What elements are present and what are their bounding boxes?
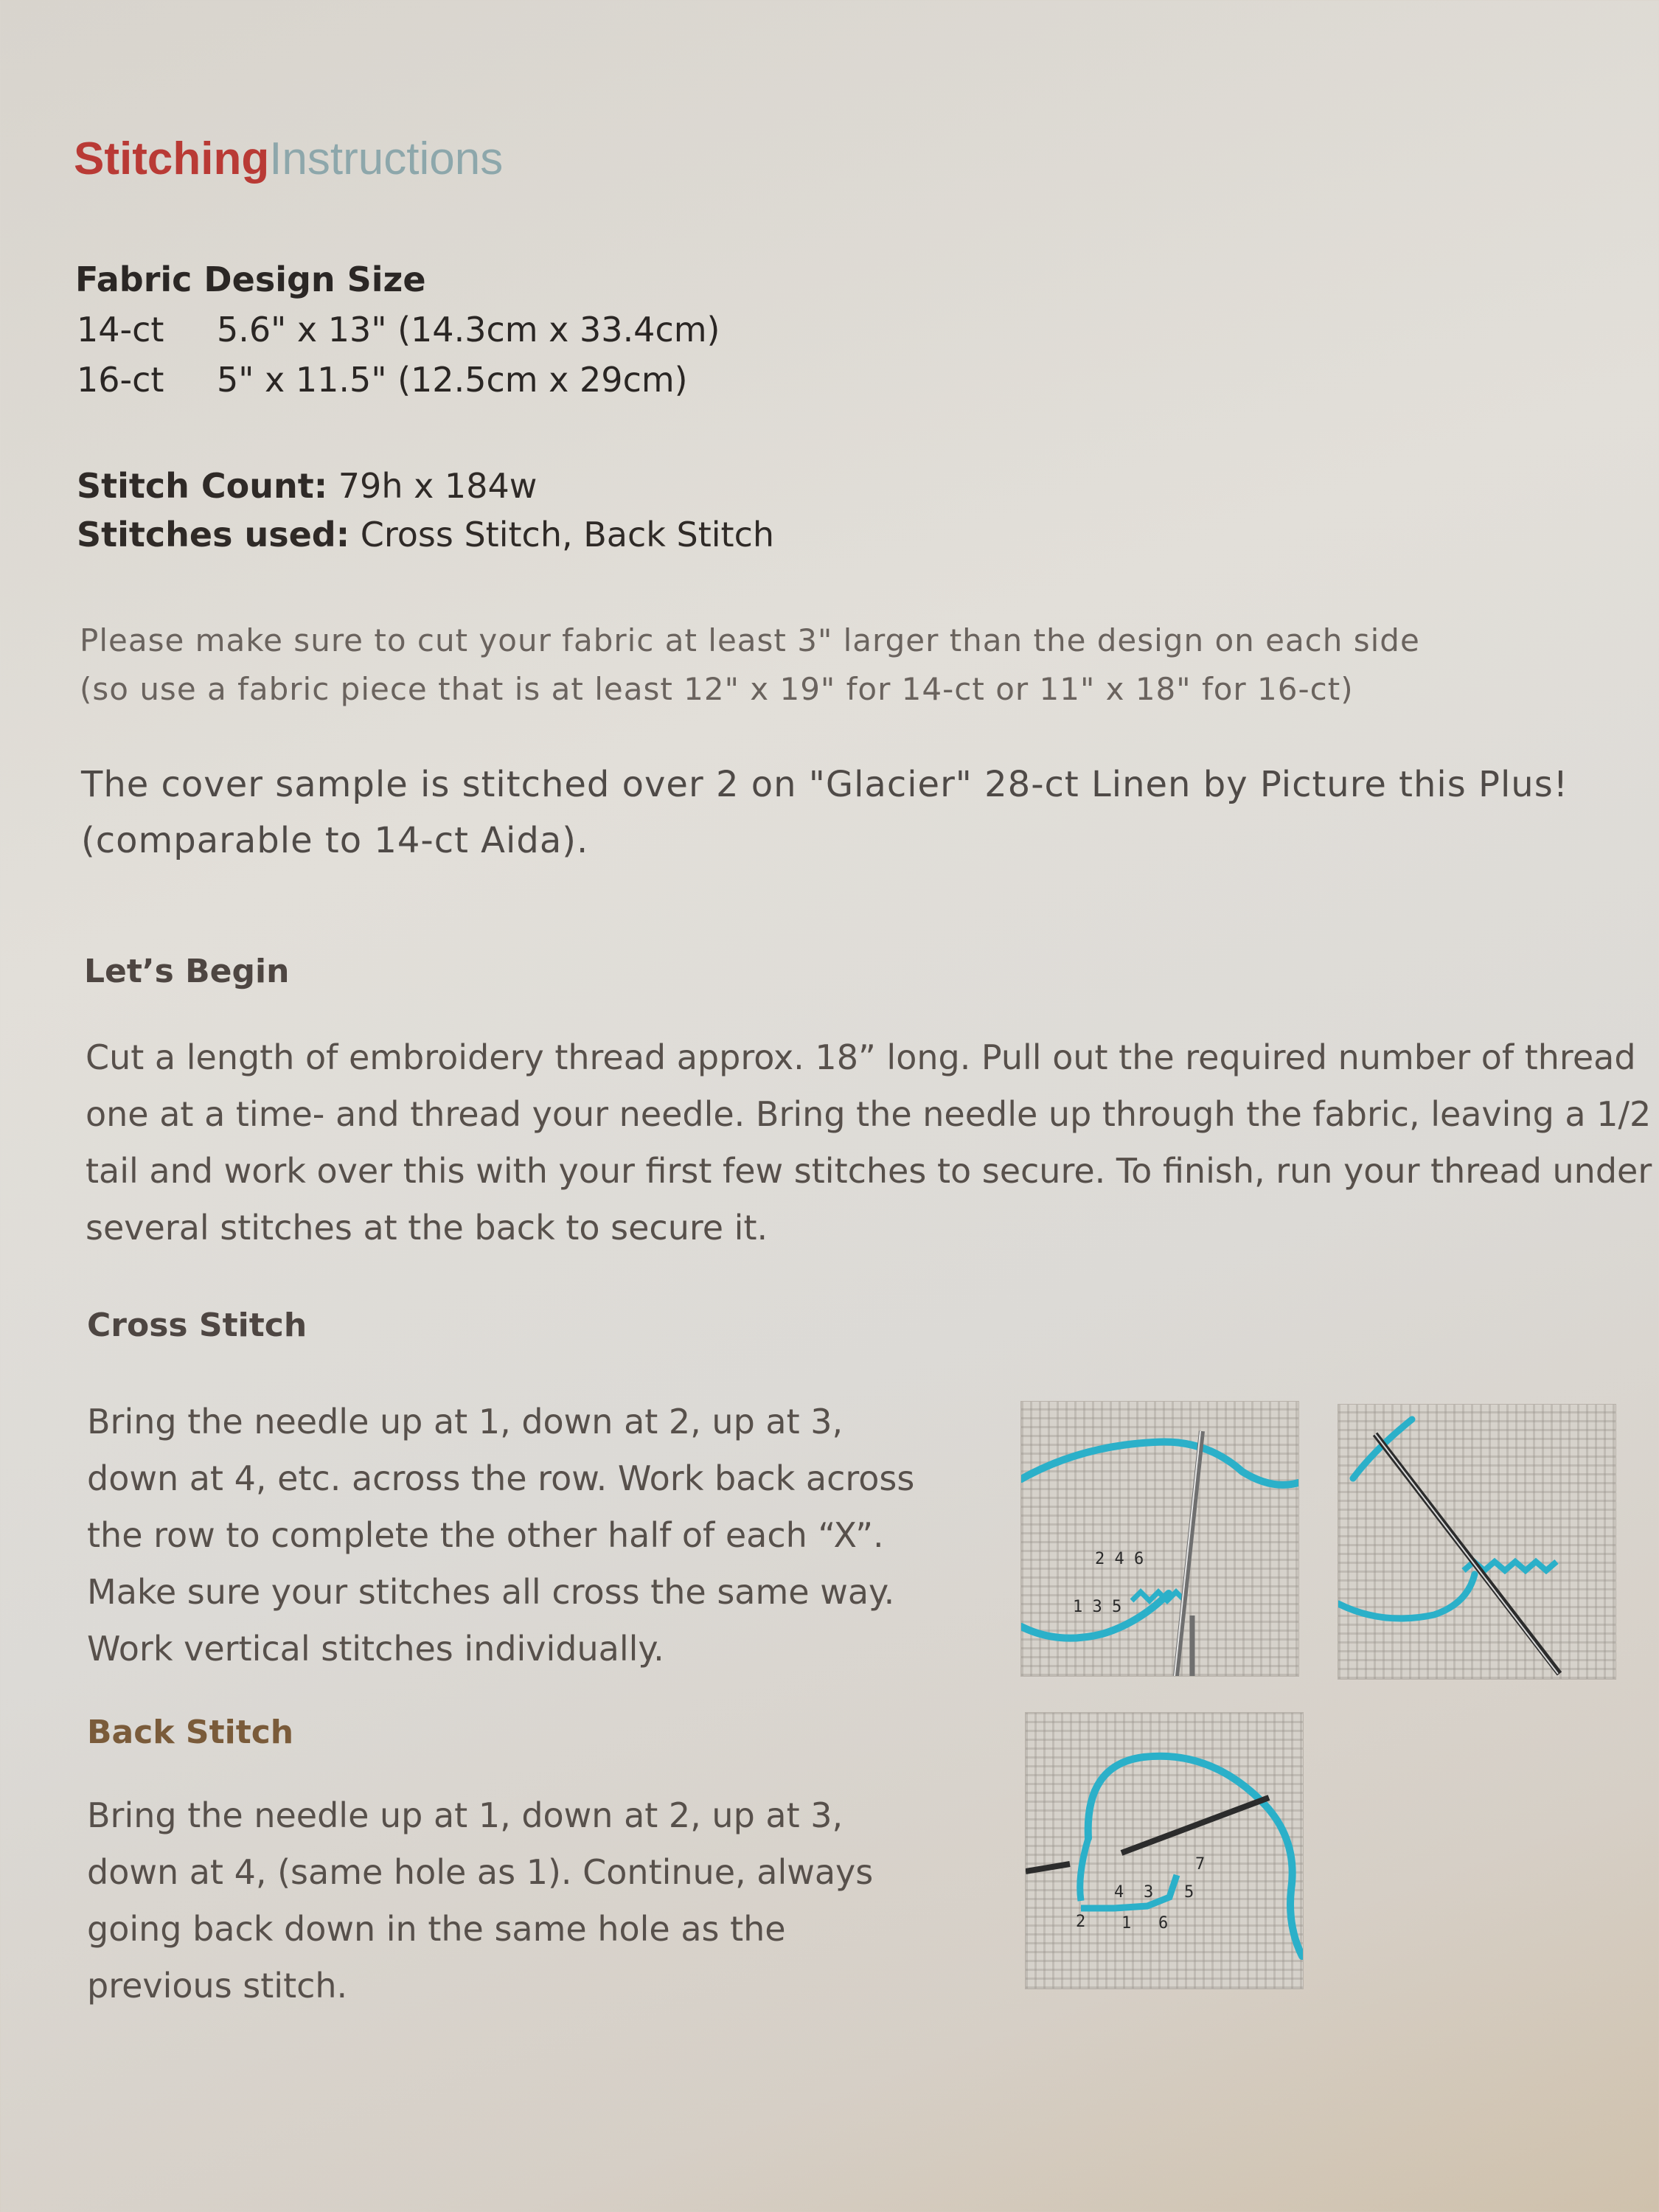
back-stitch-line: Bring the needle up at 1, down at 2, up at 3, <box>87 1795 844 1835</box>
cross-stitch-line: Work vertical stitches individually. <box>87 1629 664 1669</box>
cross-stitch-heading: Cross Stitch <box>87 1307 307 1344</box>
stitch-count-label: Stitch Count: <box>77 466 328 506</box>
stitches-used-label: Stitches used: <box>77 515 350 554</box>
cross-stitch-illustration-2 <box>1338 1405 1615 1679</box>
back-stitch-number: 5 <box>1184 1883 1194 1902</box>
lets-begin-line: Cut a length of embroidery thread approx. 18” long. Pull out the required number of thread <box>86 1037 1636 1077</box>
back-stitch-line: going back down in the same hole as the <box>87 1909 786 1949</box>
cross-stitch-top-numbers: 2 4 6 <box>1095 1550 1144 1568</box>
back-stitch-number: 3 <box>1144 1883 1154 1902</box>
cross-stitch-line: Bring the needle up at 1, down at 2, up at 3, <box>87 1402 844 1441</box>
lets-begin-line: several stitches at the back to secure it. <box>86 1208 768 1248</box>
size-row-16ct <box>77 360 688 400</box>
cover-sample-line: The cover sample is stitched over 2 on "Glacier" 28-ct Linen by Picture this Plus! <box>81 764 1568 805</box>
cross-stitch-line: down at 4, etc. across the row. Work back across <box>87 1458 915 1498</box>
back-stitch-number: 7 <box>1195 1855 1206 1874</box>
back-stitch-line: down at 4, (same hole as 1). Continue, always <box>87 1852 874 1892</box>
size-count: 16-ct <box>77 360 164 400</box>
fabric-design-size-heading: Fabric Design Size <box>75 260 426 299</box>
cover-sample-note <box>81 757 1568 869</box>
lets-begin-heading: Let’s Begin <box>84 953 290 990</box>
cover-sample-line: (comparable to 14-ct Aida). <box>81 820 589 861</box>
lets-begin-text <box>86 1029 1659 1256</box>
back-stitch-number: 1 <box>1121 1914 1132 1933</box>
lets-begin-line: tail and work over this with your first few stitches to secure. To finish, run your thread under <box>86 1151 1652 1191</box>
title-stitching: Stitching <box>74 133 270 184</box>
cut-note <box>80 616 1420 714</box>
size-count: 14-ct <box>77 310 164 349</box>
cross-stitch-text <box>87 1394 972 1677</box>
back-stitch-text <box>87 1787 972 2014</box>
stitch-count <box>77 466 537 506</box>
page-title <box>74 133 503 185</box>
cross-stitch-line: Make sure your stitches all cross the same way. <box>87 1572 895 1612</box>
cross-stitch-line: the row to complete the other half of each “X”. <box>87 1515 884 1555</box>
back-stitch-illustration <box>1026 1713 1303 1989</box>
size-value: 5" x 11.5" (12.5cm x 29cm) <box>217 360 688 400</box>
stitch-count-value: 79h x 184w <box>338 466 538 506</box>
back-stitch-number: 4 <box>1114 1883 1124 1902</box>
back-stitch-heading: Back Stitch <box>87 1714 294 1751</box>
title-instructions: Instructions <box>269 133 504 184</box>
back-stitch-photo <box>1025 1712 1304 1989</box>
size-row-14ct <box>77 310 720 349</box>
cross-stitch-photo-1 <box>1020 1401 1299 1677</box>
back-stitch-number: 6 <box>1158 1914 1169 1933</box>
back-stitch-line: previous stitch. <box>87 1966 348 2006</box>
stitches-used <box>77 515 774 554</box>
lets-begin-line: one at a time- and thread your needle. Bring the needle up through the fabric, leaving a 1/2 <box>86 1094 1652 1134</box>
cut-note-line: (so use a fabric piece that is at least 12" x 19" for 14-ct or 11" x 18" for 16-ct) <box>80 671 1354 707</box>
cross-stitch-photo-2 <box>1338 1404 1616 1680</box>
stitches-used-value: Cross Stitch, Back Stitch <box>360 515 775 554</box>
back-stitch-number: 2 <box>1076 1913 1086 1931</box>
cut-note-line: Please make sure to cut your fabric at least 3" larger than the design on each side <box>80 622 1420 658</box>
cross-stitch-bottom-numbers: 1 3 5 <box>1073 1598 1122 1616</box>
size-value: 5.6" x 13" (14.3cm x 33.4cm) <box>217 310 720 349</box>
cross-stitch-illustration-1 <box>1021 1402 1298 1676</box>
